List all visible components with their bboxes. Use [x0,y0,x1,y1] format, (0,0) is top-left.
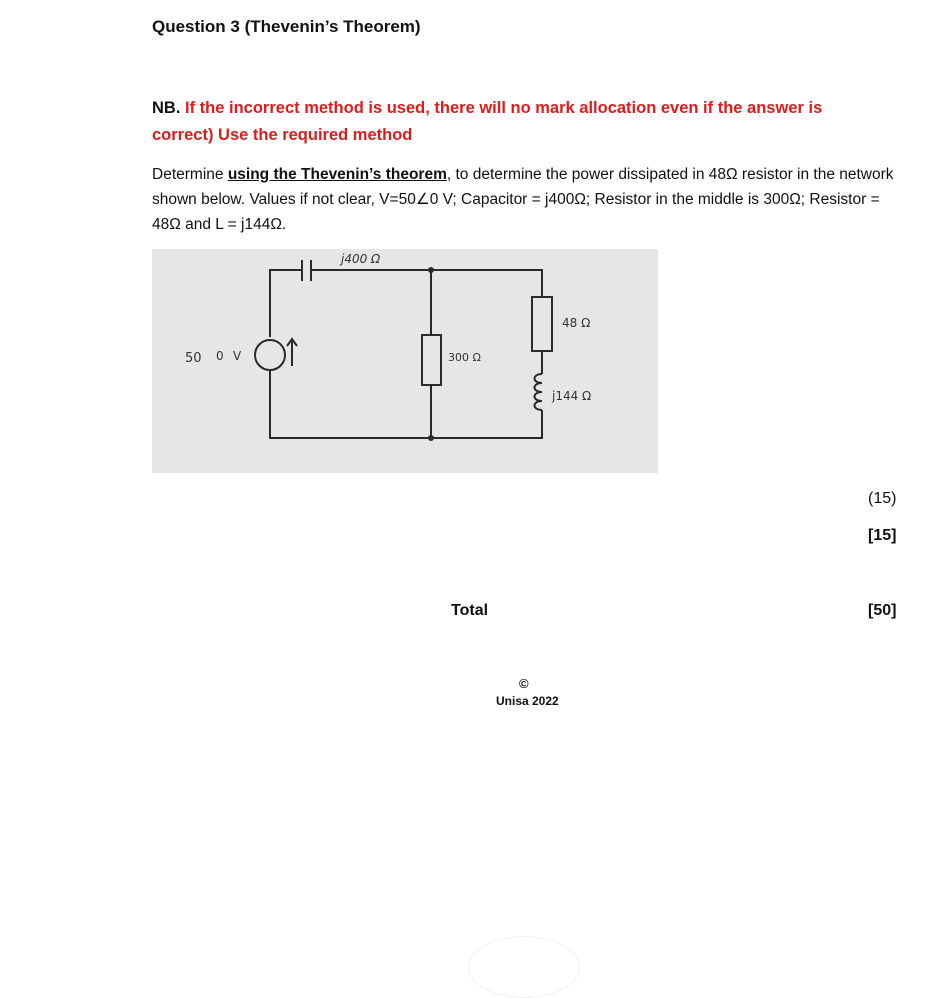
instruction-emphasis: using the Thevenin’s theorem [227,166,447,183]
nb-warning: If the incorrect method is used, there will no mark allocation even if the answer is correct) Use the required method [152,99,823,144]
capacitor-label: j400 Ω [341,252,381,266]
page-watermark-shape [468,936,580,998]
sub-marks: (15) [868,490,897,507]
voltage-source-circle [255,340,285,370]
source-label-unit: V [233,349,242,363]
inductor-label: j144 Ω [552,389,592,403]
middle-resistor-label: 300 Ω [448,351,481,364]
wire-top-left [270,270,299,337]
inductor-coil [535,374,543,410]
node-bottom [428,435,434,441]
instruction-after: , to determine the power dissipated in 48Ω resistor in the network shown below. Values if not clear, V=50∠0 V; Capacitor = j400Ω; Resistor in the middle is 300Ω; Resistor = 48Ω and L = j144Ω. [152,166,894,233]
wire-top-right [311,270,542,297]
resistor-48-body [532,297,552,351]
total-value: [50] [868,602,897,619]
circuit-svg [152,249,658,473]
instruction-before: Determine [152,166,228,183]
instruction-paragraph [152,162,897,237]
wire-bottom [270,371,542,438]
node-top [428,267,434,273]
right-resistor-label: 48 Ω [562,316,591,330]
nb-label: NB. [152,99,181,117]
question-marks: [15] [868,527,897,544]
question-title: Question 3 (Thevenin’s Theorem) [152,17,421,36]
nb-note [152,95,882,149]
source-label-angle: 0 [216,349,224,363]
copyright-symbol: © [519,676,529,691]
source-label-value: 50 [185,351,202,366]
total-label: Total [451,602,489,619]
footer-text: Unisa 2022 [496,694,559,708]
circuit-diagram [152,249,658,473]
resistor-300-body [422,335,441,385]
